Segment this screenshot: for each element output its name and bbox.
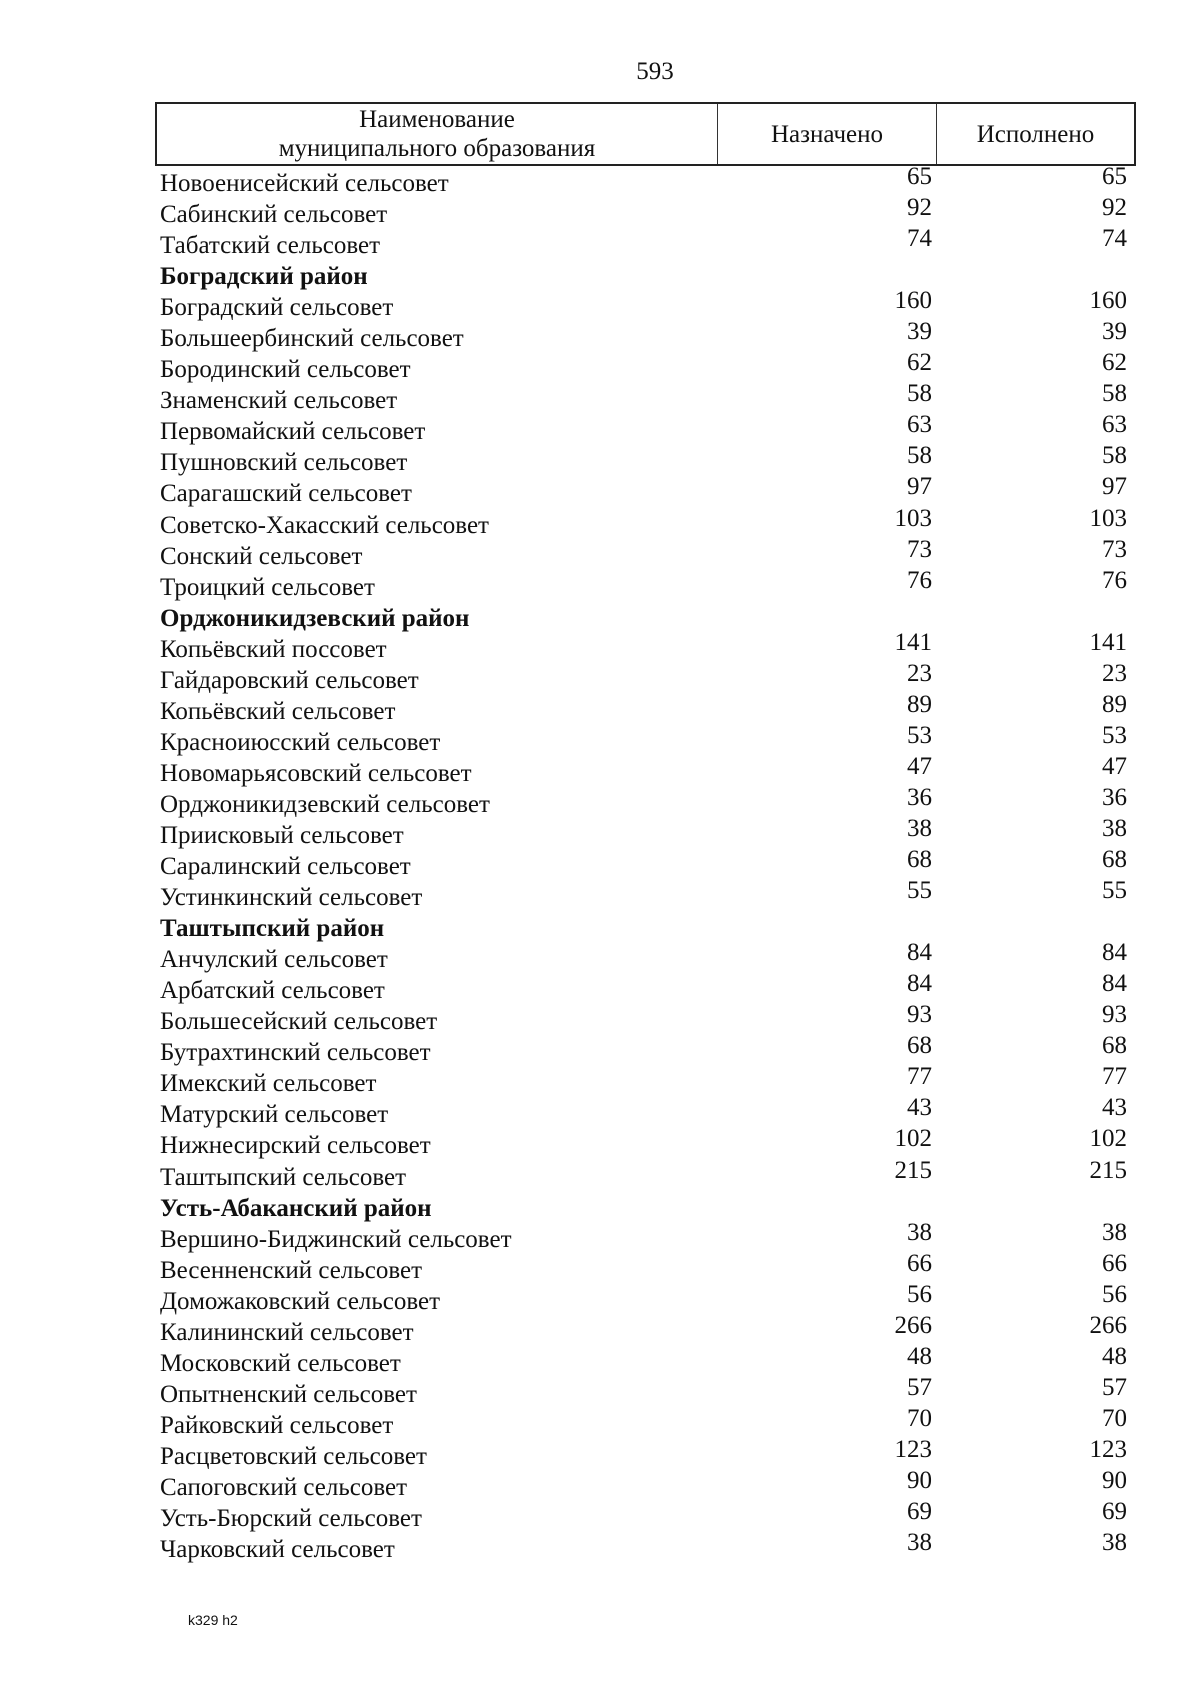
table-row — [0, 163, 1200, 198]
table-row — [0, 318, 1200, 353]
table-row — [0, 659, 1200, 695]
assigned-value: 141 — [894, 628, 932, 656]
executed-value: 38 — [1102, 1218, 1127, 1246]
assigned-value: 76 — [907, 566, 932, 594]
assigned-value: 92 — [907, 194, 932, 222]
municipality-name: Сапоговский сельсовет — [160, 1473, 408, 1501]
municipality-name: Весенненский сельсовет — [160, 1256, 423, 1284]
executed-value: 62 — [1102, 349, 1127, 377]
executed-value: 69 — [1102, 1498, 1127, 1526]
executed-value: 43 — [1102, 1094, 1127, 1122]
page-number: 593 — [636, 58, 674, 85]
municipality-name: Усть-Бюрский сельсовет — [160, 1505, 422, 1533]
municipality-name: Копьёвский сельсовет — [160, 697, 396, 725]
executed-value: 89 — [1102, 690, 1127, 718]
table-row — [0, 1280, 1200, 1316]
assigned-value: 57 — [907, 1373, 932, 1401]
assigned-value: 97 — [907, 473, 932, 501]
municipality-name: Новоенисейский сельсовет — [160, 170, 449, 197]
municipality-name: Вершино-Биджинский сельсовет — [160, 1225, 512, 1253]
table-row — [0, 1032, 1200, 1067]
executed-value: 92 — [1102, 194, 1127, 222]
assigned-value: 77 — [907, 1063, 932, 1091]
assigned-value: 266 — [894, 1311, 932, 1339]
executed-value: 215 — [1089, 1156, 1127, 1184]
district-heading-row — [0, 1192, 1200, 1223]
table-row — [0, 690, 1200, 726]
table-header — [155, 102, 1136, 166]
table-row — [0, 1218, 1200, 1254]
assigned-value: 102 — [894, 1125, 932, 1153]
municipality-name: Матурский сельсовет — [160, 1101, 389, 1129]
table-row — [0, 1529, 1200, 1564]
assigned-value: 123 — [894, 1435, 932, 1463]
table-row — [0, 504, 1200, 540]
municipality-name: Красноиюсский сельсовет — [160, 728, 441, 756]
district-heading-row — [0, 260, 1200, 291]
municipality-name: Приисковый сельсовет — [160, 821, 404, 849]
table-row — [0, 783, 1200, 819]
table-row — [0, 752, 1200, 788]
assigned-value: 36 — [907, 783, 932, 811]
table-row — [0, 1466, 1200, 1502]
header-name-line1: Наименование — [359, 106, 515, 133]
assigned-value: 47 — [907, 752, 932, 780]
executed-value: 73 — [1102, 535, 1127, 563]
municipality-name: Райковский сельсовет — [160, 1411, 394, 1439]
assigned-value: 65 — [907, 163, 932, 190]
executed-value: 39 — [1102, 318, 1127, 346]
table-body — [0, 163, 1200, 1564]
municipality-name: Сарагашский сельсовет — [160, 480, 412, 508]
municipality-name: Московский сельсовет — [160, 1349, 401, 1377]
assigned-value: 68 — [907, 846, 932, 874]
executed-value: 58 — [1102, 442, 1127, 470]
table-row — [0, 1063, 1200, 1098]
municipality-name: Нижнесирский сельсовет — [160, 1132, 431, 1160]
assigned-value: 39 — [907, 318, 932, 346]
executed-value: 38 — [1102, 814, 1127, 842]
executed-value: 76 — [1102, 566, 1127, 594]
assigned-value: 70 — [907, 1404, 932, 1432]
table-row — [0, 1094, 1200, 1129]
executed-value: 65 — [1102, 163, 1127, 190]
assigned-value: 38 — [907, 1529, 932, 1557]
executed-value: 66 — [1102, 1249, 1127, 1277]
district-name: Таштыпский район — [160, 915, 385, 943]
header-name-line2: муниципального образования — [278, 135, 596, 162]
assigned-value: 58 — [907, 380, 932, 408]
municipality-name: Имекский сельсовет — [160, 1070, 377, 1098]
municipality-name: Большеербинский сельсовет — [160, 325, 464, 353]
assigned-value: 68 — [907, 1032, 932, 1060]
table-row — [0, 535, 1200, 571]
assigned-value: 84 — [907, 970, 932, 998]
municipality-name: Опытненский сельсовет — [160, 1380, 417, 1408]
municipality-name: Сабинский сельсовет — [160, 201, 388, 229]
municipality-name: Арбатский сельсовет — [160, 977, 385, 1005]
executed-value: 23 — [1102, 659, 1127, 687]
table-row — [0, 1001, 1200, 1036]
executed-value: 77 — [1102, 1063, 1127, 1091]
executed-value: 57 — [1102, 1373, 1127, 1401]
executed-value: 141 — [1089, 628, 1127, 656]
district-name: Боградский район — [160, 263, 368, 291]
executed-value: 266 — [1089, 1311, 1127, 1339]
table-row — [0, 411, 1200, 446]
table-row — [0, 939, 1200, 974]
assigned-value: 62 — [907, 349, 932, 377]
footer-code: k329 h2 — [188, 1612, 238, 1628]
executed-value: 90 — [1102, 1466, 1127, 1494]
municipality-name: Большесейский сельсовет — [160, 1008, 438, 1036]
table-row — [0, 473, 1200, 508]
municipality-name: Сонский сельсовет — [160, 542, 363, 570]
municipality-name: Саралинский сельсовет — [160, 853, 411, 881]
assigned-value: 74 — [907, 225, 932, 253]
executed-value: 160 — [1089, 287, 1127, 315]
district-heading-row — [0, 912, 1200, 943]
assigned-value: 43 — [907, 1094, 932, 1122]
executed-value: 84 — [1102, 939, 1127, 967]
assigned-value: 23 — [907, 659, 932, 687]
municipality-name: Бородинский сельсовет — [160, 356, 411, 384]
executed-value: 84 — [1102, 970, 1127, 998]
assigned-value: 89 — [907, 690, 932, 718]
table-row — [0, 970, 1200, 1005]
assigned-value: 103 — [894, 504, 932, 532]
executed-value: 93 — [1102, 1001, 1127, 1029]
municipality-name: Знаменский сельсовет — [160, 387, 398, 415]
assigned-value: 90 — [907, 1466, 932, 1494]
executed-value: 102 — [1089, 1125, 1127, 1153]
table-row — [0, 1249, 1200, 1285]
assigned-value: 55 — [907, 877, 932, 905]
municipality-name: Боградский сельсовет — [160, 294, 394, 322]
municipality-name: Гайдаровский сельсовет — [160, 666, 419, 694]
table-row — [0, 1342, 1200, 1378]
municipality-name: Бутрахтинский сельсовет — [160, 1039, 431, 1067]
executed-value: 53 — [1102, 721, 1127, 749]
assigned-value: 73 — [907, 535, 932, 563]
municipality-name: Советско-Хакасский сельсовет — [160, 511, 489, 539]
executed-value: 56 — [1102, 1280, 1127, 1308]
municipality-name: Чарковский сельсовет — [160, 1536, 395, 1564]
assigned-value: 48 — [907, 1342, 932, 1370]
assigned-value: 56 — [907, 1280, 932, 1308]
district-name: Усть-Абаканский район — [160, 1194, 432, 1222]
table-row — [0, 287, 1200, 322]
executed-value: 63 — [1102, 411, 1127, 439]
executed-value: 38 — [1102, 1529, 1127, 1557]
executed-value: 58 — [1102, 380, 1127, 408]
assigned-value: 38 — [907, 1218, 932, 1246]
executed-value: 97 — [1102, 473, 1127, 501]
executed-value: 123 — [1089, 1435, 1127, 1463]
table-row — [0, 1125, 1200, 1160]
assigned-value: 66 — [907, 1249, 932, 1277]
municipality-name: Орджоникидзевский сельсовет — [160, 790, 490, 818]
executed-value: 68 — [1102, 846, 1127, 874]
table-row — [0, 566, 1200, 602]
municipality-name: Пушновский сельсовет — [160, 449, 408, 477]
executed-value: 68 — [1102, 1032, 1127, 1060]
executed-value: 55 — [1102, 877, 1127, 905]
district-heading-row — [0, 602, 1200, 633]
header-assigned: Назначено — [718, 104, 937, 164]
municipality-name: Таштыпский сельсовет — [160, 1163, 406, 1191]
executed-value: 74 — [1102, 225, 1127, 253]
municipality-name: Устинкинский сельсовет — [160, 884, 423, 912]
table-row — [0, 442, 1200, 477]
assigned-value: 69 — [907, 1498, 932, 1526]
table-row — [0, 877, 1200, 912]
table-row — [0, 1435, 1200, 1471]
assigned-value: 84 — [907, 939, 932, 967]
table-row — [0, 225, 1200, 260]
municipality-name: Доможаковский сельсовет — [160, 1287, 441, 1315]
municipality-name: Калининский сельсовет — [160, 1318, 414, 1346]
assigned-value: 93 — [907, 1001, 932, 1029]
assigned-value: 38 — [907, 814, 932, 842]
table-row — [0, 628, 1200, 664]
municipality-name: Анчулский сельсовет — [160, 946, 388, 974]
table-row — [0, 721, 1200, 757]
municipality-name: Новомарьясовский сельсовет — [160, 759, 472, 787]
assigned-value: 53 — [907, 721, 932, 749]
executed-value: 48 — [1102, 1342, 1127, 1370]
executed-value: 103 — [1089, 504, 1127, 532]
table-row — [0, 1404, 1200, 1440]
table-row — [0, 814, 1200, 850]
table-row — [0, 1373, 1200, 1409]
header-executed: Исполнено — [976, 120, 1095, 148]
table-row — [0, 380, 1200, 415]
assigned-value: 160 — [894, 287, 932, 315]
table-row — [0, 1311, 1200, 1347]
table-row — [0, 194, 1200, 229]
header-municipality-name — [157, 104, 718, 164]
table-row — [0, 1156, 1200, 1192]
assigned-value: 215 — [894, 1156, 932, 1184]
table-row — [0, 1498, 1200, 1533]
executed-value: 70 — [1102, 1404, 1127, 1432]
municipality-name: Троицкий сельсовет — [160, 573, 375, 601]
municipality-name: Расцветовский сельсовет — [160, 1442, 427, 1470]
assigned-value: 58 — [907, 442, 932, 470]
table-row — [0, 846, 1200, 881]
assigned-value: 63 — [907, 411, 932, 439]
executed-value: 36 — [1102, 783, 1127, 811]
executed-value: 47 — [1102, 752, 1127, 780]
municipality-name: Табатский сельсовет — [160, 232, 381, 260]
table-row — [0, 349, 1200, 384]
municipality-name: Первомайский сельсовет — [160, 418, 426, 446]
municipality-name: Копьёвский поссовет — [160, 635, 387, 663]
district-name: Орджоникидзевский район — [160, 604, 470, 632]
